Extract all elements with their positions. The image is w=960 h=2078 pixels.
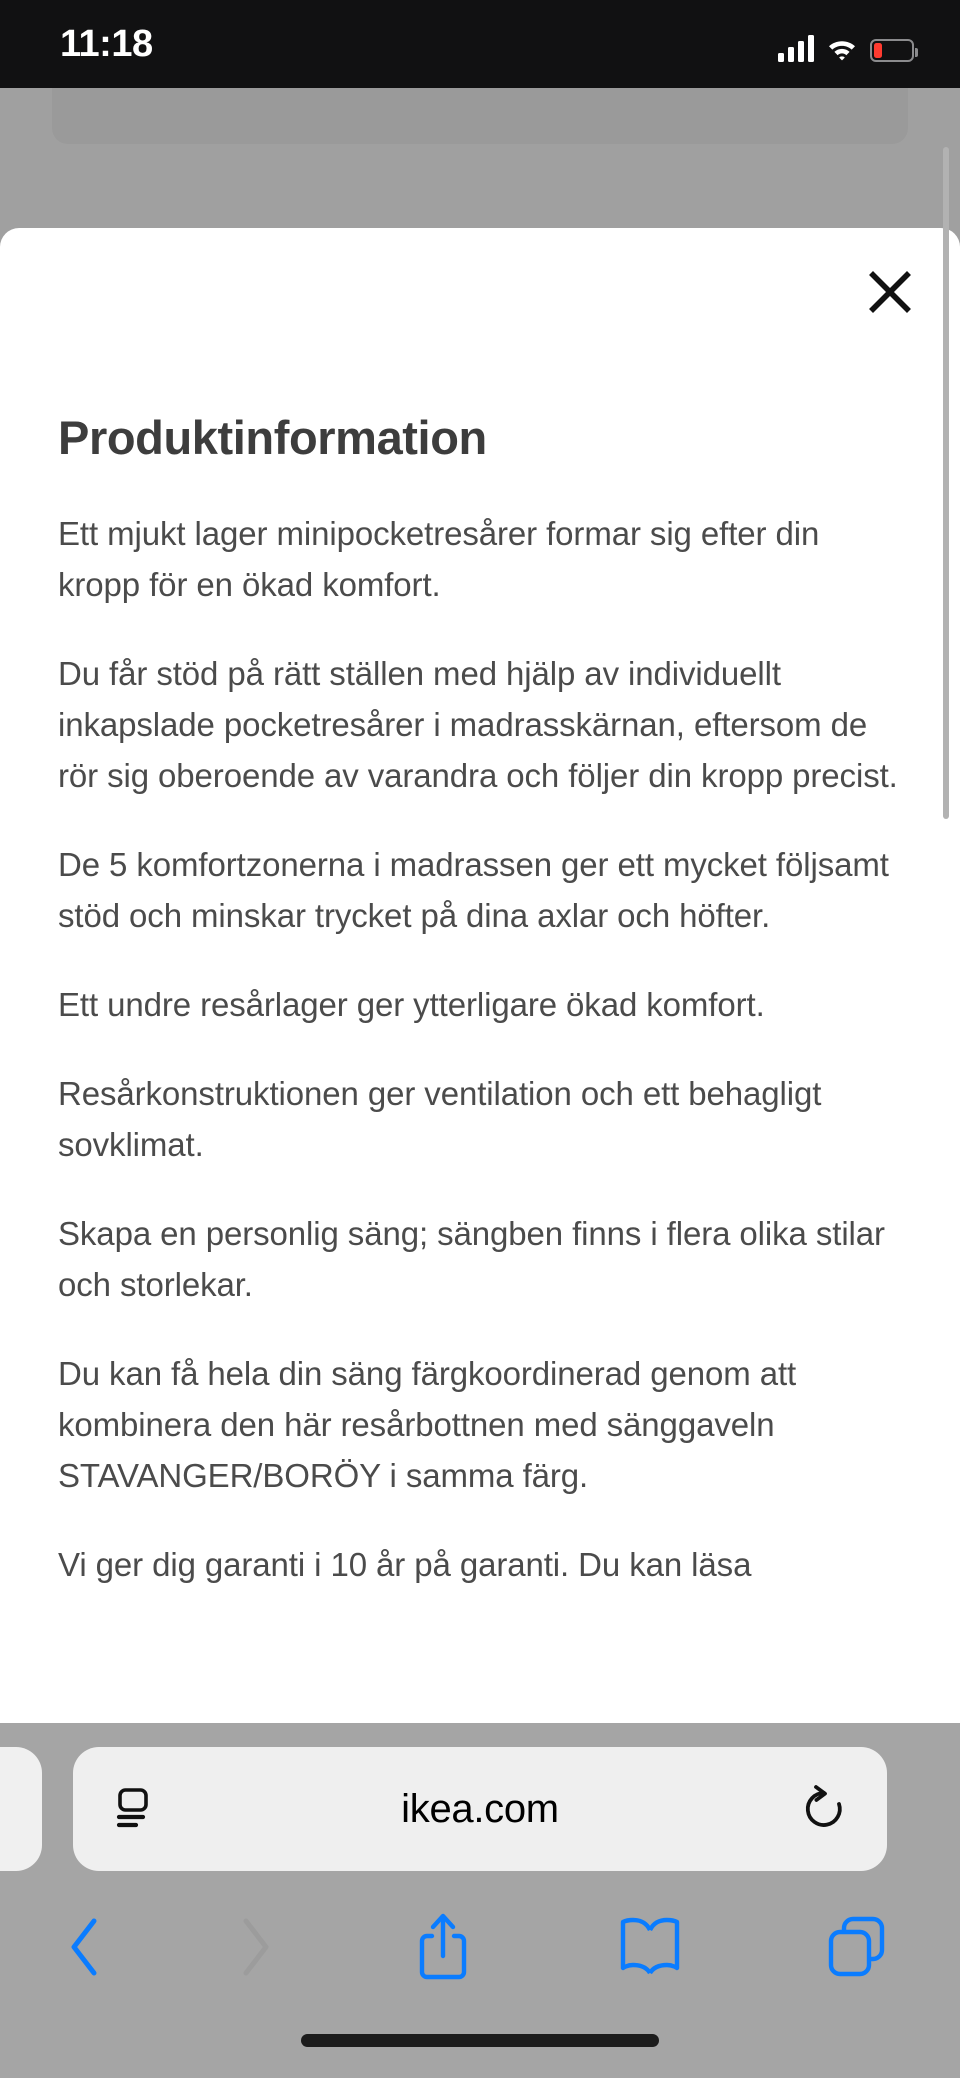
reader-view-icon[interactable] [107, 1780, 165, 1838]
product-paragraph: Resårkonstruktionen ger ventilation och ett behagligt sovklimat. [58, 1075, 822, 1163]
product-paragraph-clipped: Vi ger dig garanti i 10 år på garanti. Du kan läsa [58, 1546, 752, 1583]
vertical-scrollbar[interactable] [943, 147, 949, 819]
forward-button [170, 1893, 340, 2003]
product-information-modal [0, 228, 960, 1723]
product-paragraph: Du får stöd på rätt ställen med hjälp av individuellt inkapslade pocketresårer i madrasskärnan, eftersom de rör sig oberoende av varandra och följer din kropp precist. [58, 655, 898, 794]
chevron-right-icon [234, 1915, 276, 1982]
status-bar-indicators [778, 28, 914, 62]
share-icon [415, 1911, 471, 1986]
address-bar[interactable] [73, 1747, 887, 1871]
url-text: ikea.com [401, 1786, 559, 1831]
cellular-bars-icon [778, 34, 814, 62]
browser-toolbar [0, 1883, 960, 2013]
adjacent-tab-card[interactable] [0, 1747, 42, 1871]
status-bar-clock: 11:18 [60, 23, 153, 65]
product-paragraph: Ett undre resårlager ger ytterligare ökad komfort. [58, 986, 765, 1023]
wifi-icon [825, 35, 859, 62]
battery-low-icon [870, 39, 914, 62]
close-button[interactable] [848, 250, 932, 334]
home-indicator [301, 2034, 659, 2047]
share-button[interactable] [340, 1893, 547, 2003]
bookmarks-button[interactable] [547, 1893, 754, 2003]
product-paragraph: Ett mjukt lager minipocketresårer formar sig efter din kropp för en ökad komfort. [58, 515, 820, 603]
browser-chrome [0, 1723, 960, 2078]
chevron-left-icon [64, 1915, 106, 1982]
tabs-icon [824, 1914, 890, 1983]
tabs-button[interactable] [753, 1893, 960, 2003]
product-paragraph: De 5 komfortzonerna i madrassen ger ett mycket följsamt stöd och minskar trycket på dina axlar och höfter. [58, 846, 889, 934]
modal-scroll-area[interactable] [0, 228, 960, 1723]
product-paragraph: Skapa en personlig säng; sängben finns i flera olika stilar och storlekar. [58, 1215, 885, 1303]
status-bar [0, 0, 960, 88]
close-icon [868, 270, 912, 314]
book-icon [615, 1916, 685, 1981]
product-paragraph: Du kan få hela din säng färgkoordinerad genom att kombinera den här resårbottnen med sänggaveln STAVANGER/BORÖY i samma färg. [58, 1355, 797, 1494]
reload-icon[interactable] [795, 1780, 853, 1838]
page-title: Produktinformation [58, 411, 487, 464]
back-button[interactable] [0, 1893, 170, 2003]
